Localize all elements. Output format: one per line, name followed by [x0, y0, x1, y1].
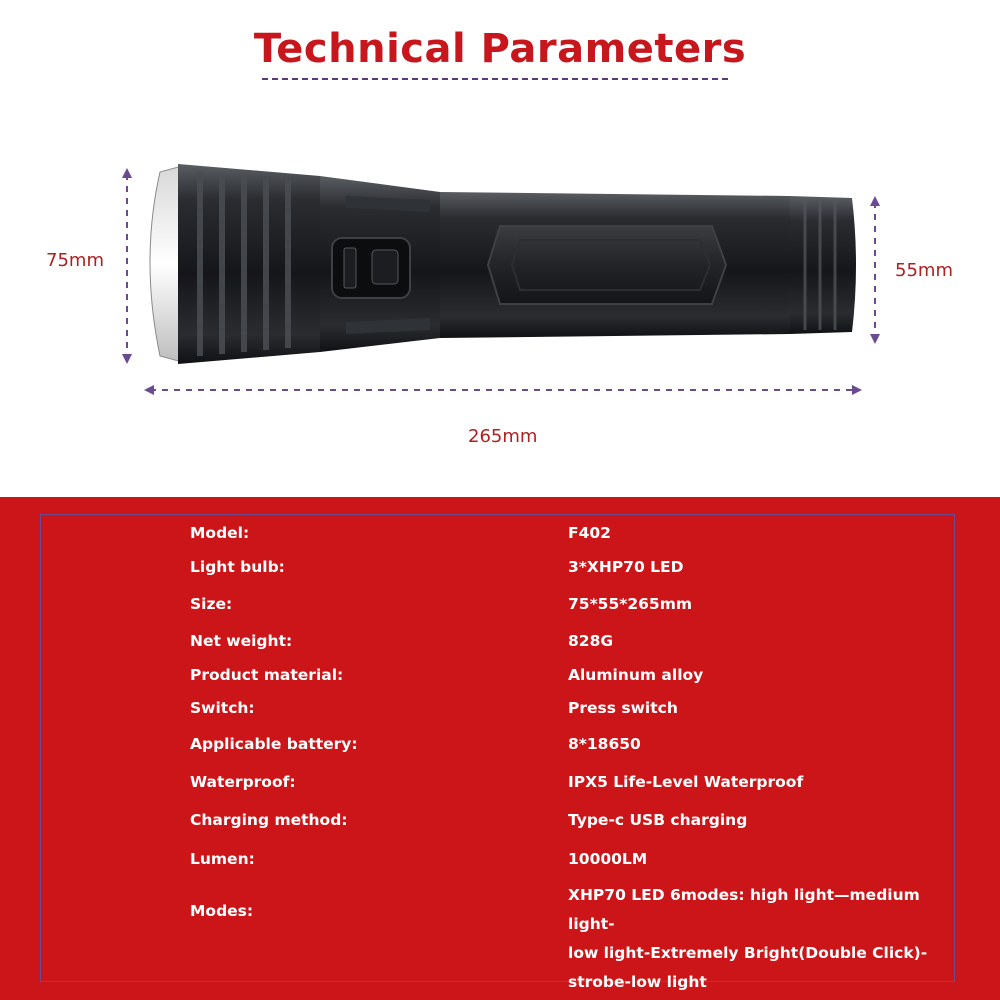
- title-underline: [262, 78, 728, 80]
- arrow-down-front: [122, 354, 132, 364]
- tail-cap: [790, 196, 856, 334]
- spec-value: Aluminum alloy: [568, 666, 704, 684]
- spec-label: Net weight:: [190, 632, 293, 650]
- length-label: 265mm: [468, 426, 538, 447]
- page-title: Technical Parameters: [253, 26, 747, 72]
- arrow-up-front: [122, 168, 132, 178]
- spec-label: Modes:: [190, 902, 254, 920]
- power-indicator: [344, 248, 356, 288]
- spec-value: 3*XHP70 LED: [568, 558, 684, 576]
- spec-label: Light bulb:: [190, 558, 285, 576]
- modes-line: low light-Extremely Bright(Double Click)-: [568, 944, 928, 962]
- modes-line: strobe-low light: [568, 973, 707, 991]
- spec-value: IPX5 Life-Level Waterproof: [568, 773, 804, 791]
- spec-label: Applicable battery:: [190, 735, 358, 753]
- spec-label: Lumen:: [190, 850, 255, 868]
- spec-value: 8*18650: [568, 735, 641, 753]
- flashlight-grip: [488, 226, 726, 304]
- modes-line: XHP70 LED 6modes: high light—medium light-: [568, 886, 920, 933]
- arrow-down-back: [870, 334, 880, 344]
- spec-value: 828G: [568, 632, 614, 650]
- height-back-label: 55mm: [895, 260, 953, 281]
- spec-value: Type-c USB charging: [568, 811, 748, 829]
- spec-value: 10000LM: [568, 850, 648, 868]
- spec-value: 75*55*265mm: [568, 595, 693, 613]
- spec-value: F402: [568, 524, 611, 542]
- spec-label: Model:: [190, 524, 250, 542]
- spec-panel: [0, 497, 1000, 1000]
- spec-label: Switch:: [190, 699, 255, 717]
- spec-label: Waterproof:: [190, 773, 296, 791]
- spec-value: Press switch: [568, 699, 678, 717]
- spec-value-modes: [568, 881, 928, 997]
- spec-label: Charging method:: [190, 811, 348, 829]
- spec-label: Product material:: [190, 666, 344, 684]
- product-diagram: [0, 100, 1000, 500]
- height-front-label: 75mm: [46, 250, 104, 271]
- spec-label: Size:: [190, 595, 233, 613]
- lens-bezel: [150, 166, 182, 362]
- arrow-left-length: [144, 385, 154, 395]
- arrow-right-length: [852, 385, 862, 395]
- usb-port-cover: [372, 250, 398, 284]
- arrow-up-back: [870, 196, 880, 206]
